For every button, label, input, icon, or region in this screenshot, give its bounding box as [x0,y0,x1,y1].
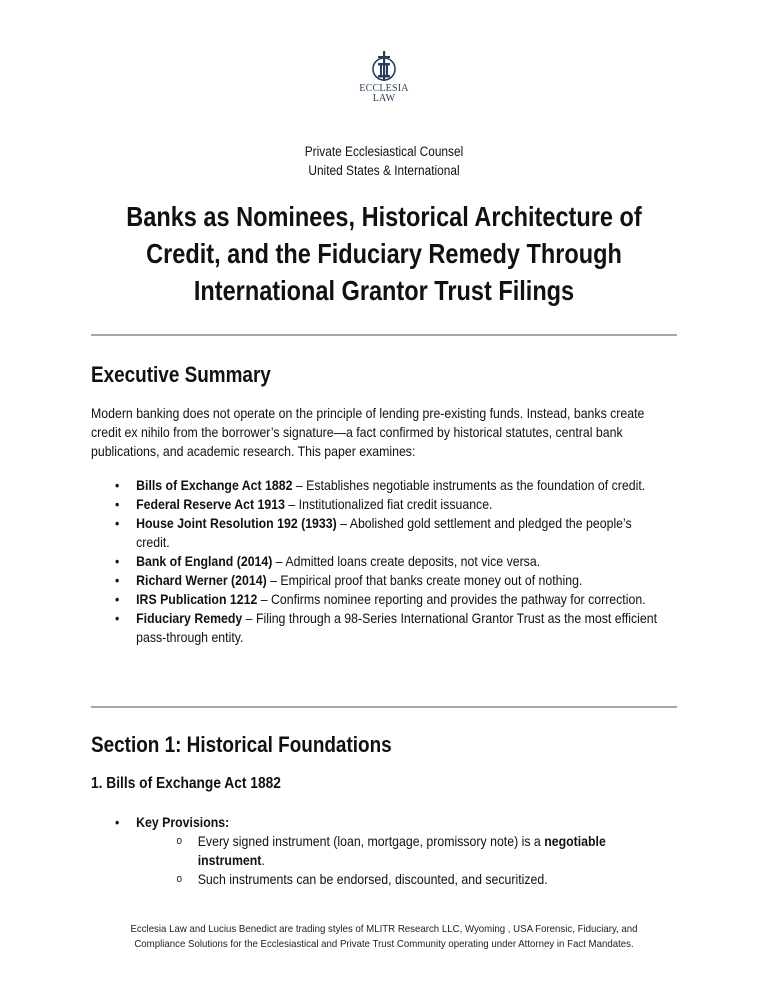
document-title: Banks as Nominees, Historical Architecture of Credit, and the Fiduciary Remedy Through International Grantor Trust Filings [126,201,642,306]
executive-summary-paragraph: Modern banking does not operate on the principle of lending pre-existing funds. Instead, banks create credit ex nihilo from the borrower’s signature—a fact confirmed by historical statutes, central bank publications, and academic research. This paper examines: [91,405,645,459]
bullet-icon: • [115,477,120,493]
list-item [115,552,665,571]
bullet-icon: • [115,610,120,626]
divider [91,334,677,336]
provision-text: Every signed instrument (loan, mortgage, promissory note) is a [197,833,545,849]
list-item-text: – Filing through a 98-Series International Grantor Trust as the most efficient pass-through entity. [136,610,658,645]
list-item-title: Richard Werner (2014) [136,572,267,588]
provision-bold-text: negotiable instrument [197,833,606,868]
list-item [115,813,665,889]
pillar-cross-emblem-icon [369,50,399,84]
footer-line2: Compliance Solutions for the Ecclesiastical and Private Trust Community operating under Attorney in Fact Mandates. [134,938,634,950]
list-item-text: – Establishes negotiable instruments as the foundation of credit. [292,477,646,493]
list-item-title: Federal Reserve Act 1913 [136,496,285,512]
list-item-title: Fiduciary Remedy [136,610,243,626]
circle-bullet-icon: o [176,835,182,847]
logo-wordmark-line1: ECCLESIA [359,83,409,94]
circle-bullet-icon: o [176,873,182,885]
list-item [115,590,665,609]
footer-line1: Ecclesia Law and Lucius Benedict are trading styles of MLITR Research LLC, Wyoming , USA Forensic, Fiduciary, and [130,923,638,935]
section-1-subheading: 1. Bills of Exchange Act 1882 [91,775,281,792]
subhead-line2: United States & International [308,163,460,178]
key-provisions-label: Key Provisions: [136,814,230,830]
ecclesia-law-logo [354,50,414,104]
sublist-item [177,832,665,870]
summary-list [115,476,665,647]
bullet-icon: • [115,496,120,512]
bullet-icon: • [115,553,120,569]
list-item-title: House Joint Resolution 192 (1933) [136,515,337,531]
list-item-text: – Confirms nominee reporting and provides the pathway for correction. [257,591,646,607]
list-item-text: – Admitted loans create deposits, not vice versa. [272,553,541,569]
list-item-title: IRS Publication 1212 [136,591,258,607]
list-item [115,514,665,552]
page-footer [31,922,738,952]
list-item-text: – Empirical proof that banks create money out of nothing. [266,572,583,588]
bullet-icon: • [115,814,120,830]
bullet-icon: • [115,572,120,588]
provisions-sublist [136,832,665,889]
provision-text-end: . [261,852,265,868]
list-item-text: – Abolished gold settlement and pledged the people’s credit. [136,515,632,550]
divider [91,706,677,708]
logo-wordmark-line2: LAW [372,93,396,104]
list-item-text: – Institutionalized fiat credit issuance. [284,496,493,512]
list-item-title: Bills of Exchange Act 1882 [136,477,293,493]
provision-text: Such instruments can be endorsed, discounted, and securitized. [197,871,548,887]
subhead-line1: Private Ecclesiastical Counsel [304,144,464,159]
section-1-heading: Section 1: Historical Foundations [91,732,392,757]
sublist-item [177,870,665,889]
list-item-title: Bank of England (2014) [136,553,273,569]
list-item [115,571,665,590]
firm-subheading [46,142,722,180]
provisions-list [115,813,665,889]
list-item [115,476,665,495]
list-item [115,609,665,647]
executive-summary-heading: Executive Summary [91,362,271,387]
bullet-icon: • [115,515,120,531]
bullet-icon: • [115,591,120,607]
list-item [115,495,665,514]
